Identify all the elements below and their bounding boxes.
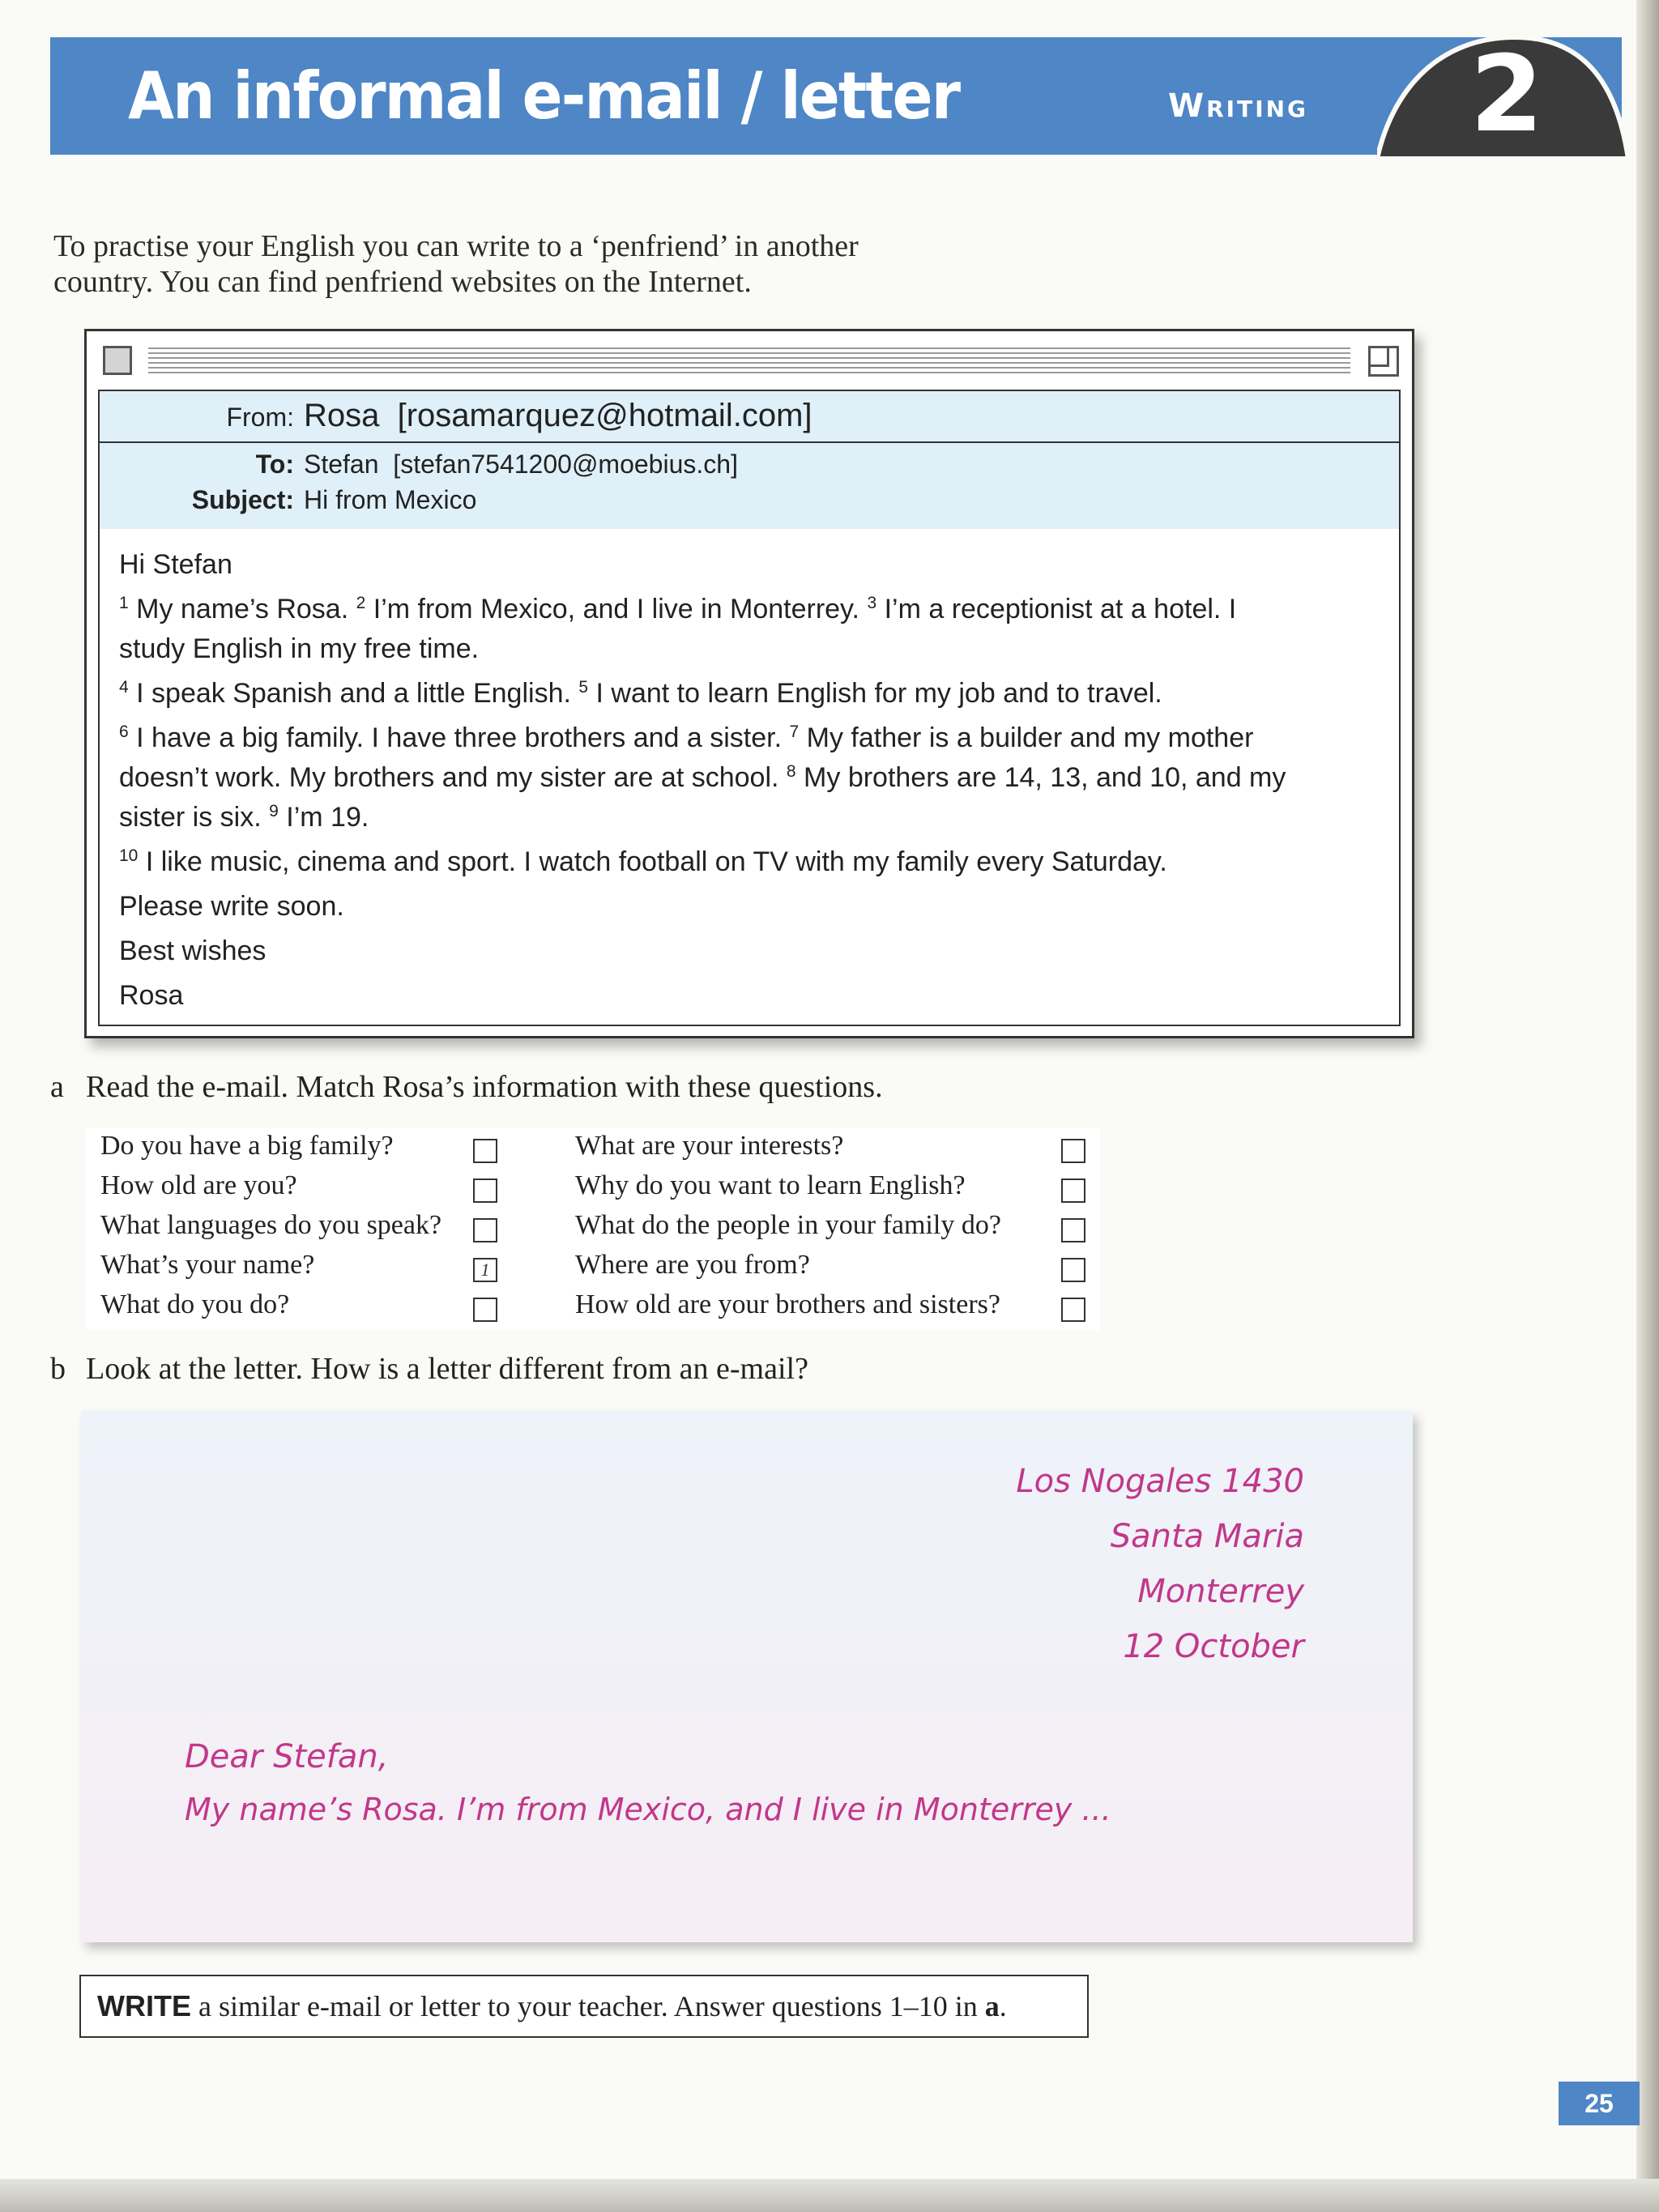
handwritten-letter — [81, 1411, 1413, 1942]
answer-box[interactable] — [1061, 1139, 1085, 1163]
to-label: To: — [255, 450, 294, 479]
answer-box[interactable] — [1061, 1258, 1085, 1282]
email-paragraph-4 — [119, 842, 1302, 882]
subject-label: Subject: — [191, 485, 294, 514]
answer-box[interactable] — [473, 1139, 497, 1163]
question-item: Do you have a big family? — [100, 1131, 394, 1161]
exercise-a-instruction: Read the e-mail. Match Rosa’s information with these questions. — [86, 1070, 883, 1104]
email-sentence: I speak Spanish and a little English. — [136, 678, 571, 709]
unit-number: 2 — [1469, 32, 1544, 156]
sentence-number: 4 — [119, 678, 129, 697]
question-item: What do you do? — [100, 1289, 290, 1319]
answer-box[interactable] — [1061, 1298, 1085, 1322]
address-line: Monterrey — [1137, 1573, 1304, 1610]
sentence-number: 10 — [119, 846, 139, 865]
exercise-b-instruction: Look at the letter. How is a letter different from an e-mail? — [86, 1352, 808, 1386]
email-sentence: I’m 19. — [286, 802, 369, 833]
close-box-icon — [103, 346, 132, 375]
book-spine — [1636, 0, 1659, 2212]
page-number: 25 — [1559, 2082, 1640, 2125]
email-titlebar — [87, 331, 1412, 390]
email-sentence: My name’s Rosa. — [136, 594, 349, 624]
answer-box[interactable]: 1 — [473, 1258, 497, 1282]
intro-text: To practise your English you can write to a ‘penfriend’ in another country. You can find penfriend websites on the Internet. — [53, 229, 859, 299]
email-body — [98, 529, 1401, 1026]
email-closing: Please write soon. — [119, 891, 344, 922]
email-paragraph-3 — [119, 718, 1302, 837]
email-signoff: Best wishes — [119, 936, 267, 966]
email-sentence: I want to learn English for my job and to travel. — [595, 678, 1162, 709]
answer-box[interactable] — [1061, 1218, 1085, 1242]
sentence-number: 3 — [867, 594, 877, 612]
exercise-a-letter: a — [50, 1070, 64, 1104]
to-value: Stefan [stefan7541200@moebius.ch] — [304, 450, 738, 479]
question-item: What are your interests? — [575, 1131, 844, 1161]
letter-first-line: My name’s Rosa. I’m from Mexico, and I live in Monterrey ... — [185, 1792, 1111, 1827]
sentence-number: 5 — [578, 678, 589, 697]
email-sentence: My father is a builder and my mother doesn’t work. My brothers and my sister are at school. — [119, 722, 1254, 793]
write-keyword: WRITE — [97, 1989, 191, 2022]
email-to-subject-rows — [98, 441, 1401, 531]
email-paragraph-1 — [119, 590, 1302, 669]
titlebar-stripes — [148, 347, 1350, 375]
answer-box[interactable] — [473, 1178, 497, 1203]
letter-salutation: Dear Stefan, — [185, 1738, 389, 1775]
answer-box[interactable] — [473, 1218, 497, 1242]
address-line: Los Nogales 1430 — [1016, 1463, 1304, 1500]
question-item: How old are you? — [100, 1170, 297, 1200]
question-item: What languages do you speak? — [100, 1210, 442, 1240]
email-sentence: I like music, cinema and sport. I watch football on TV with my family every Saturday. — [145, 846, 1167, 877]
section-label: Writing — [1168, 87, 1309, 125]
answer-box[interactable] — [473, 1298, 497, 1322]
from-value: Rosa [rosamarquez@hotmail.com] — [304, 398, 812, 433]
address-line: Santa Maria — [1110, 1518, 1304, 1555]
email-from-row — [98, 390, 1401, 443]
question-item: How old are your brothers and sisters? — [575, 1289, 1000, 1319]
sentence-number: 9 — [269, 802, 279, 820]
question-item: What do the people in your family do? — [575, 1210, 1001, 1240]
sentence-number: 6 — [119, 722, 129, 741]
page-title: An informal e-mail / letter — [128, 58, 960, 134]
letter-date: 12 October — [1123, 1628, 1304, 1665]
email-greeting: Hi Stefan — [119, 549, 232, 580]
from-label: From: — [226, 403, 294, 432]
email-window — [84, 329, 1414, 1038]
sentence-number: 8 — [786, 762, 796, 781]
sentence-number: 1 — [119, 594, 129, 612]
write-task-box — [79, 1975, 1089, 2038]
page-bottom-edge — [0, 2179, 1659, 2212]
sentence-number: 7 — [789, 722, 800, 741]
exercise-b-letter: b — [50, 1352, 66, 1386]
email-sentence: I’m a receptionist at a hotel. I study English in my free time. — [119, 594, 1237, 664]
answer-box[interactable] — [1061, 1178, 1085, 1203]
email-paragraph-2 — [119, 674, 1302, 714]
email-sentence: I have a big family. I have three brothers and a sister. — [136, 722, 783, 753]
zoom-box-icon — [1368, 346, 1399, 377]
email-signature: Rosa — [119, 980, 184, 1011]
question-item: Why do you want to learn English? — [575, 1170, 966, 1200]
write-task-ref: a — [984, 1990, 1000, 2022]
sentence-number: 2 — [356, 594, 366, 612]
question-item: Where are you from? — [575, 1250, 810, 1280]
subject-value: Hi from Mexico — [304, 485, 477, 514]
question-table — [86, 1127, 1100, 1330]
question-item: What’s your name? — [100, 1250, 315, 1280]
write-task-end: . — [999, 1990, 1007, 2022]
write-task-text: a similar e-mail or letter to your teacher. Answer questions 1–10 in — [190, 1990, 985, 2022]
email-sentence: I’m from Mexico, and I live in Monterrey. — [373, 594, 859, 624]
email-sentence: My brothers are 14, 13, and 10, and my sister is six. — [119, 762, 1286, 833]
